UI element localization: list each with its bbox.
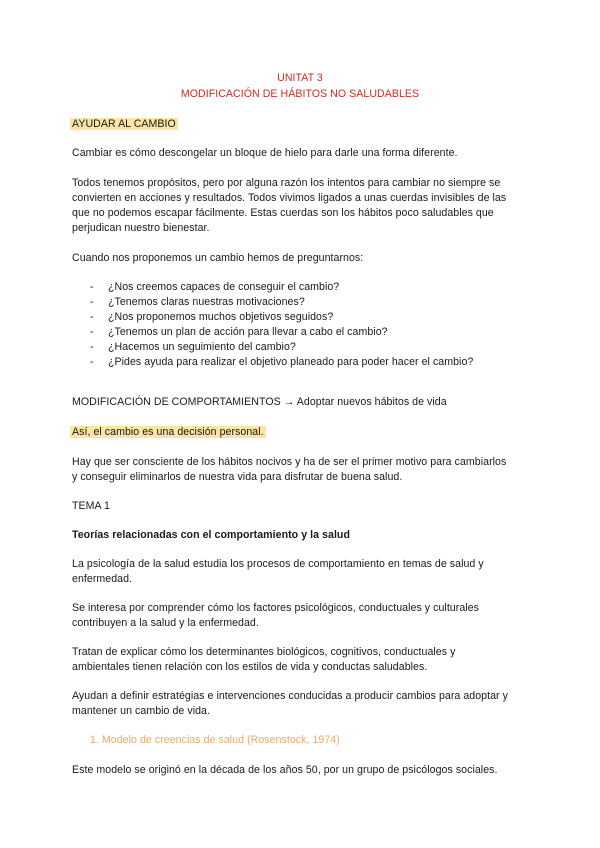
numbered-list-item-modelo: 1. Modelo de creencias de salud (Rosenstock, 1974)	[90, 734, 340, 746]
tema-label: TEMA 1	[72, 500, 110, 512]
highlighted-heading: AYUDAR AL CAMBIO	[72, 118, 176, 130]
section-heading-comportamientos: MODIFICACIÓN DE COMPORTAMIENTOS → Adoptar nuevos hábitos de vida	[72, 396, 447, 408]
bullet-marker: -	[90, 311, 94, 323]
paragraph-line: Se interesa por comprender cómo los factores psicológicos, conductuales y culturales	[72, 602, 479, 614]
paragraph-line: Todos tenemos propósitos, pero por alguna razón los intentos para cambiar no siempre se	[72, 177, 501, 189]
list-item: ¿Nos creemos capaces de conseguir el cambio?	[108, 281, 340, 293]
list-item: ¿Tenemos claras nuestras motivaciones?	[108, 296, 305, 308]
list-item: ¿Nos proponemos muchos objetivos seguidos?	[108, 311, 334, 323]
paragraph-line: convierten en acciones y resultados. Todos vivimos ligados a unas cuerdas invisibles de las	[72, 192, 507, 204]
section-heading-ayudar	[72, 117, 178, 132]
bullet-marker: -	[90, 296, 94, 308]
list-item: ¿Pides ayuda para realizar el objetivo planeado para poder hacer el cambio?	[108, 356, 474, 368]
paragraph-line: Ayudan a definir estratégias e intervenciones conducidas a producir cambios para adoptar y	[72, 690, 508, 702]
subheading-teorias: Teorías relacionadas con el comportamiento y la salud	[72, 529, 350, 541]
bullet-marker: -	[90, 281, 94, 293]
bullet-marker: -	[90, 326, 94, 338]
paragraph-line: y conseguir eliminarlos de nuestra vida para disfrutar de buena salud.	[72, 471, 403, 483]
highlighted-statement: Así, el cambio es una decisión personal.	[72, 426, 264, 438]
paragraph-line: perjudican nuestro bienestar.	[72, 222, 210, 234]
paragraph-intro: Cambiar es cómo descongelar un bloque de hielo para darle una forma diferente.	[72, 147, 458, 159]
bullet-marker: -	[90, 356, 94, 368]
list-item: ¿Tenemos un plan de acción para llevar a cabo el cambio?	[108, 326, 388, 338]
highlight-line	[72, 425, 266, 440]
paragraph-questions-intro: Cuando nos proponemos un cambio hemos de preguntarnos:	[72, 252, 364, 264]
paragraph-line: La psicología de la salud estudia los procesos de comportamiento en temas de salud y	[72, 558, 484, 570]
paragraph-modelo-origen: Este modelo se originó en la década de los años 50, por un grupo de psicólogos sociales.	[72, 764, 498, 776]
paragraph-line: enfermedad.	[72, 573, 133, 585]
unit-label: UNITAT 3	[277, 72, 323, 84]
bullet-marker: -	[90, 341, 94, 353]
paragraph-line: mantener un cambio de vida.	[72, 705, 210, 717]
list-item: ¿Hacemos un seguimiento del cambio?	[108, 341, 296, 353]
paragraph-line: Hay que ser consciente de los hábitos nocivos y ha de ser el primer motivo para cambiarlos	[72, 456, 507, 468]
paragraph-line: Tratan de explicar cómo los determinantes biológicos, cognitivos, conductuales y	[72, 646, 456, 658]
page-title: MODIFICACIÓN DE HÁBITOS NO SALUDABLES	[180, 88, 420, 100]
paragraph-line: contribuyen a la salud y la enfermedad.	[72, 617, 259, 629]
paragraph-line: ambientales tienen relación con los estilos de vida y conductas saludables.	[72, 661, 428, 673]
paragraph-line: que no podemos escapar fácilmente. Estas cuerdas son los hábitos poco saludables que	[72, 207, 494, 219]
